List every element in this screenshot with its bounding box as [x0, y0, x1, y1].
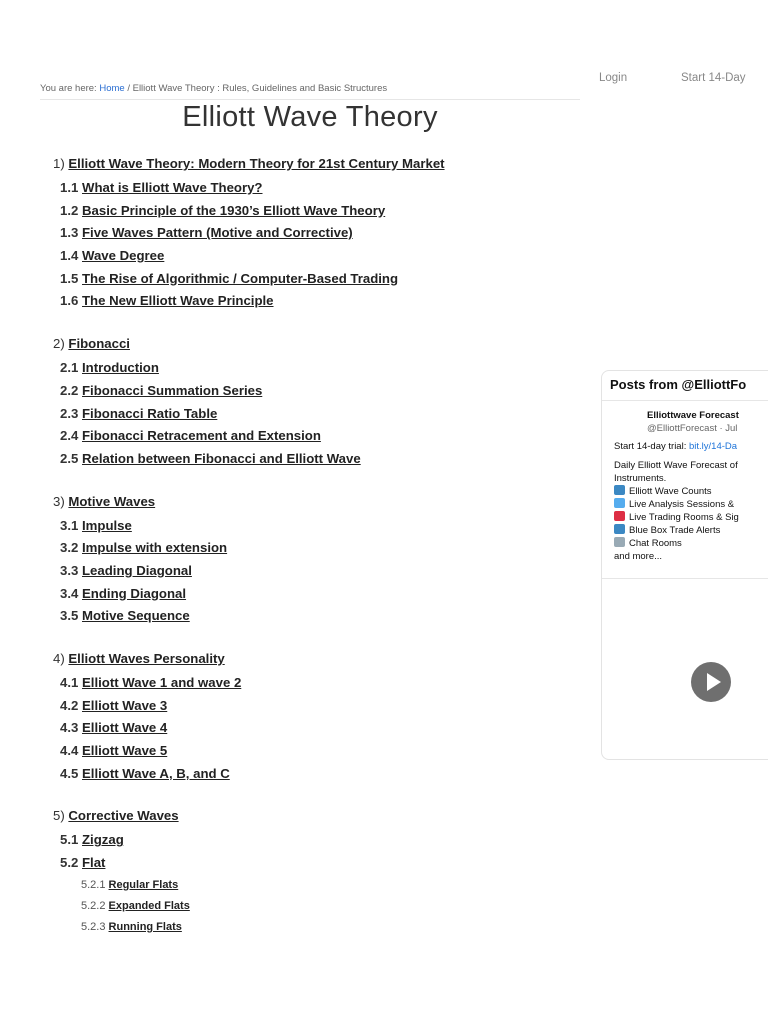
toc-number: 1.2: [60, 202, 82, 218]
toc-item: [53, 763, 573, 786]
login-link[interactable]: Login: [599, 72, 628, 84]
play-button-icon: [614, 485, 625, 495]
toc-item: [53, 537, 573, 560]
tweet-handle[interactable]: @ElliottForecast · Jul: [647, 423, 738, 434]
toc-heading-5: [53, 806, 573, 829]
tweet-line: [614, 511, 768, 524]
toc-link[interactable]: Elliott Wave A, B, and C: [82, 765, 230, 781]
tweet-line-text: Elliott Wave Counts: [629, 486, 712, 497]
toc-link[interactable]: Elliott Wave 4: [82, 720, 168, 736]
breadcrumb: [40, 83, 580, 100]
toc-number: 2.2: [60, 382, 82, 398]
toc-number: 5.1: [60, 832, 82, 848]
speech-bubble-icon: [614, 537, 625, 547]
tweet-line-text: Live Analysis Sessions &: [629, 499, 735, 510]
toc-number: 3.1: [60, 517, 82, 533]
toc-number: 1): [53, 156, 69, 171]
toc-number: 5.2.1: [81, 878, 109, 891]
toc-link[interactable]: Impulse: [82, 517, 132, 533]
toc-number: 5.2.3: [81, 920, 109, 933]
toc-heading-1: [53, 154, 573, 177]
tweet-body: [602, 434, 768, 563]
toc-item: [53, 357, 573, 380]
toc-number: 1.4: [60, 248, 82, 264]
tweet-line: and more...: [614, 551, 663, 562]
toc-number: 4.2: [60, 697, 82, 713]
toc-link[interactable]: Motive Sequence: [82, 608, 190, 624]
toc-link[interactable]: Regular Flats: [108, 878, 179, 891]
breadcrumb-home-link[interactable]: Home: [99, 83, 125, 94]
toc-number: 3.2: [60, 540, 82, 556]
toc-link[interactable]: Running Flats: [108, 920, 182, 933]
toc-item: [53, 200, 573, 223]
toc-item: [53, 717, 573, 740]
toc-link[interactable]: Fibonacci Ratio Table: [82, 405, 218, 421]
toc-item: [53, 829, 573, 852]
toc-number: 4.3: [60, 720, 82, 736]
toc-heading-link[interactable]: Elliott Waves Personality: [68, 651, 225, 666]
twitter-embed: [601, 370, 768, 760]
toc-section-5: [53, 806, 573, 937]
desktop-icon: [614, 498, 625, 508]
toc-link[interactable]: Relation between Fibonacci and Elliott Wave: [82, 450, 361, 466]
toc-number: 5.2: [60, 855, 82, 871]
toc-item: [53, 177, 573, 200]
tweet-trial-line: [614, 440, 768, 453]
toc-number: 2.4: [60, 428, 82, 444]
toc-subitem: [53, 875, 573, 896]
toc-number: 1.5: [60, 270, 82, 286]
blue-square-icon: [614, 524, 625, 534]
toc-link[interactable]: Introduction: [82, 360, 159, 376]
toc-link[interactable]: Elliott Wave 1 and wave 2: [82, 675, 242, 690]
toc-item: [53, 448, 573, 471]
toc-item: [53, 403, 573, 426]
toc-section-3: [53, 492, 573, 628]
toc-section-2: [53, 334, 573, 470]
toc-number: 4.5: [60, 765, 82, 781]
toc-link[interactable]: Expanded Flats: [108, 899, 190, 912]
toc-heading-2: [53, 334, 573, 357]
start-trial-link[interactable]: Start 14-Day: [681, 72, 746, 84]
toc-number: 5.2.2: [81, 899, 109, 912]
toc-section-4: [53, 649, 573, 785]
tweet-author[interactable]: Elliottwave Forecast: [647, 410, 739, 421]
toc-number: 2.3: [60, 405, 82, 421]
toc-link[interactable]: The Rise of Algorithmic / Computer-Based Trading: [82, 270, 399, 286]
toc-heading-link[interactable]: Corrective Waves: [68, 808, 179, 824]
toc-link[interactable]: Leading Diagonal: [82, 562, 192, 578]
toc-link[interactable]: Flat: [82, 855, 106, 871]
toc-number: 3.5: [60, 608, 82, 624]
tweet-video[interactable]: [602, 578, 768, 760]
toc-number: 1.3: [60, 225, 82, 241]
toc-number: 2.1: [60, 360, 82, 376]
breadcrumb-separator: /: [124, 83, 133, 94]
toc-item: [53, 583, 573, 606]
toc-subitem: [53, 896, 573, 917]
breadcrumb-current: Elliott Wave Theory : Rules, Guidelines and Basic Structures: [132, 83, 388, 94]
video-play-icon[interactable]: [691, 662, 731, 702]
toc-number: 5): [53, 808, 69, 824]
toc-number: 3): [53, 493, 69, 509]
toc-number: 3.4: [60, 585, 82, 601]
toc-link[interactable]: The New Elliott Wave Principle: [82, 293, 274, 309]
breadcrumb-prefix: You are here:: [40, 83, 100, 94]
tweet-trial-text: Start 14-day trial:: [614, 441, 689, 452]
tweet-line-text: Blue Box Trade Alerts: [629, 525, 721, 536]
tweet-line: Daily Elliott Wave Forecast of: [614, 460, 738, 471]
twitter-embed-header[interactable]: Posts from @ElliottFo: [602, 371, 768, 401]
toc-heading-link[interactable]: Motive Waves: [68, 493, 156, 509]
toc-link[interactable]: Fibonacci Summation Series: [82, 382, 263, 398]
tweet-line: [614, 498, 768, 511]
toc-link[interactable]: Elliott Wave 3: [82, 697, 168, 713]
toc-number: 4.1: [60, 675, 82, 690]
tweet-line-text: Live Trading Rooms & Sig: [629, 512, 739, 523]
table-of-contents: [53, 154, 573, 959]
toc-item: [53, 245, 573, 268]
toc-link[interactable]: Wave Degree: [82, 248, 165, 264]
toc-link[interactable]: Zigzag: [82, 832, 124, 848]
toc-link[interactable]: Ending Diagonal: [82, 585, 187, 601]
toc-link[interactable]: Elliott Wave 5: [82, 743, 168, 759]
tweet-line-text: Chat Rooms: [629, 538, 682, 549]
toc-item: [53, 222, 573, 245]
toc-item: [53, 740, 573, 763]
page-title: Elliott Wave Theory: [182, 101, 438, 133]
toc-link[interactable]: Five Waves Pattern (Motive and Corrective): [82, 225, 353, 241]
toc-section-1: [53, 154, 573, 313]
toc-item: [53, 852, 573, 875]
toc-item: [53, 425, 573, 448]
tweet-line: Instruments.: [614, 473, 667, 484]
tweet-trial-link[interactable]: bit.ly/14-Da: [688, 441, 738, 452]
toc-heading-link[interactable]: Fibonacci: [68, 336, 130, 352]
toc-number: 3.3: [60, 562, 82, 578]
toc-link[interactable]: Fibonacci Retracement and Extension: [82, 428, 321, 444]
toc-item: [53, 268, 573, 291]
toc-item: [53, 515, 573, 538]
chart-up-icon: [614, 511, 625, 521]
toc-link[interactable]: Impulse with extension: [82, 540, 228, 556]
toc-heading-3: [53, 492, 573, 515]
toc-number: 4.4: [60, 743, 82, 759]
toc-item: [53, 380, 573, 403]
tweet-line: [614, 537, 768, 550]
toc-item: [53, 695, 573, 718]
toc-number: 1.6: [60, 293, 82, 309]
toc-item: [53, 560, 573, 583]
tweet-line: [614, 485, 768, 498]
toc-heading-4: [53, 649, 573, 672]
toc-item: [53, 672, 573, 695]
toc-number: 2.5: [60, 450, 82, 466]
tweet-line: [614, 524, 768, 537]
toc-item: [53, 290, 573, 313]
toc-heading-link[interactable]: Elliott Wave Theory: Modern Theory for 21st Century Market: [68, 156, 445, 171]
toc-number: 4): [53, 651, 69, 666]
toc-subitem: [53, 917, 573, 938]
toc-link[interactable]: What is Elliott Wave Theory?: [82, 180, 263, 195]
toc-number: 2): [53, 336, 69, 352]
toc-link[interactable]: Basic Principle of the 1930’s Elliott Wave Theory: [82, 202, 386, 218]
toc-item: [53, 605, 573, 628]
toc-number: 1.1: [60, 180, 82, 195]
